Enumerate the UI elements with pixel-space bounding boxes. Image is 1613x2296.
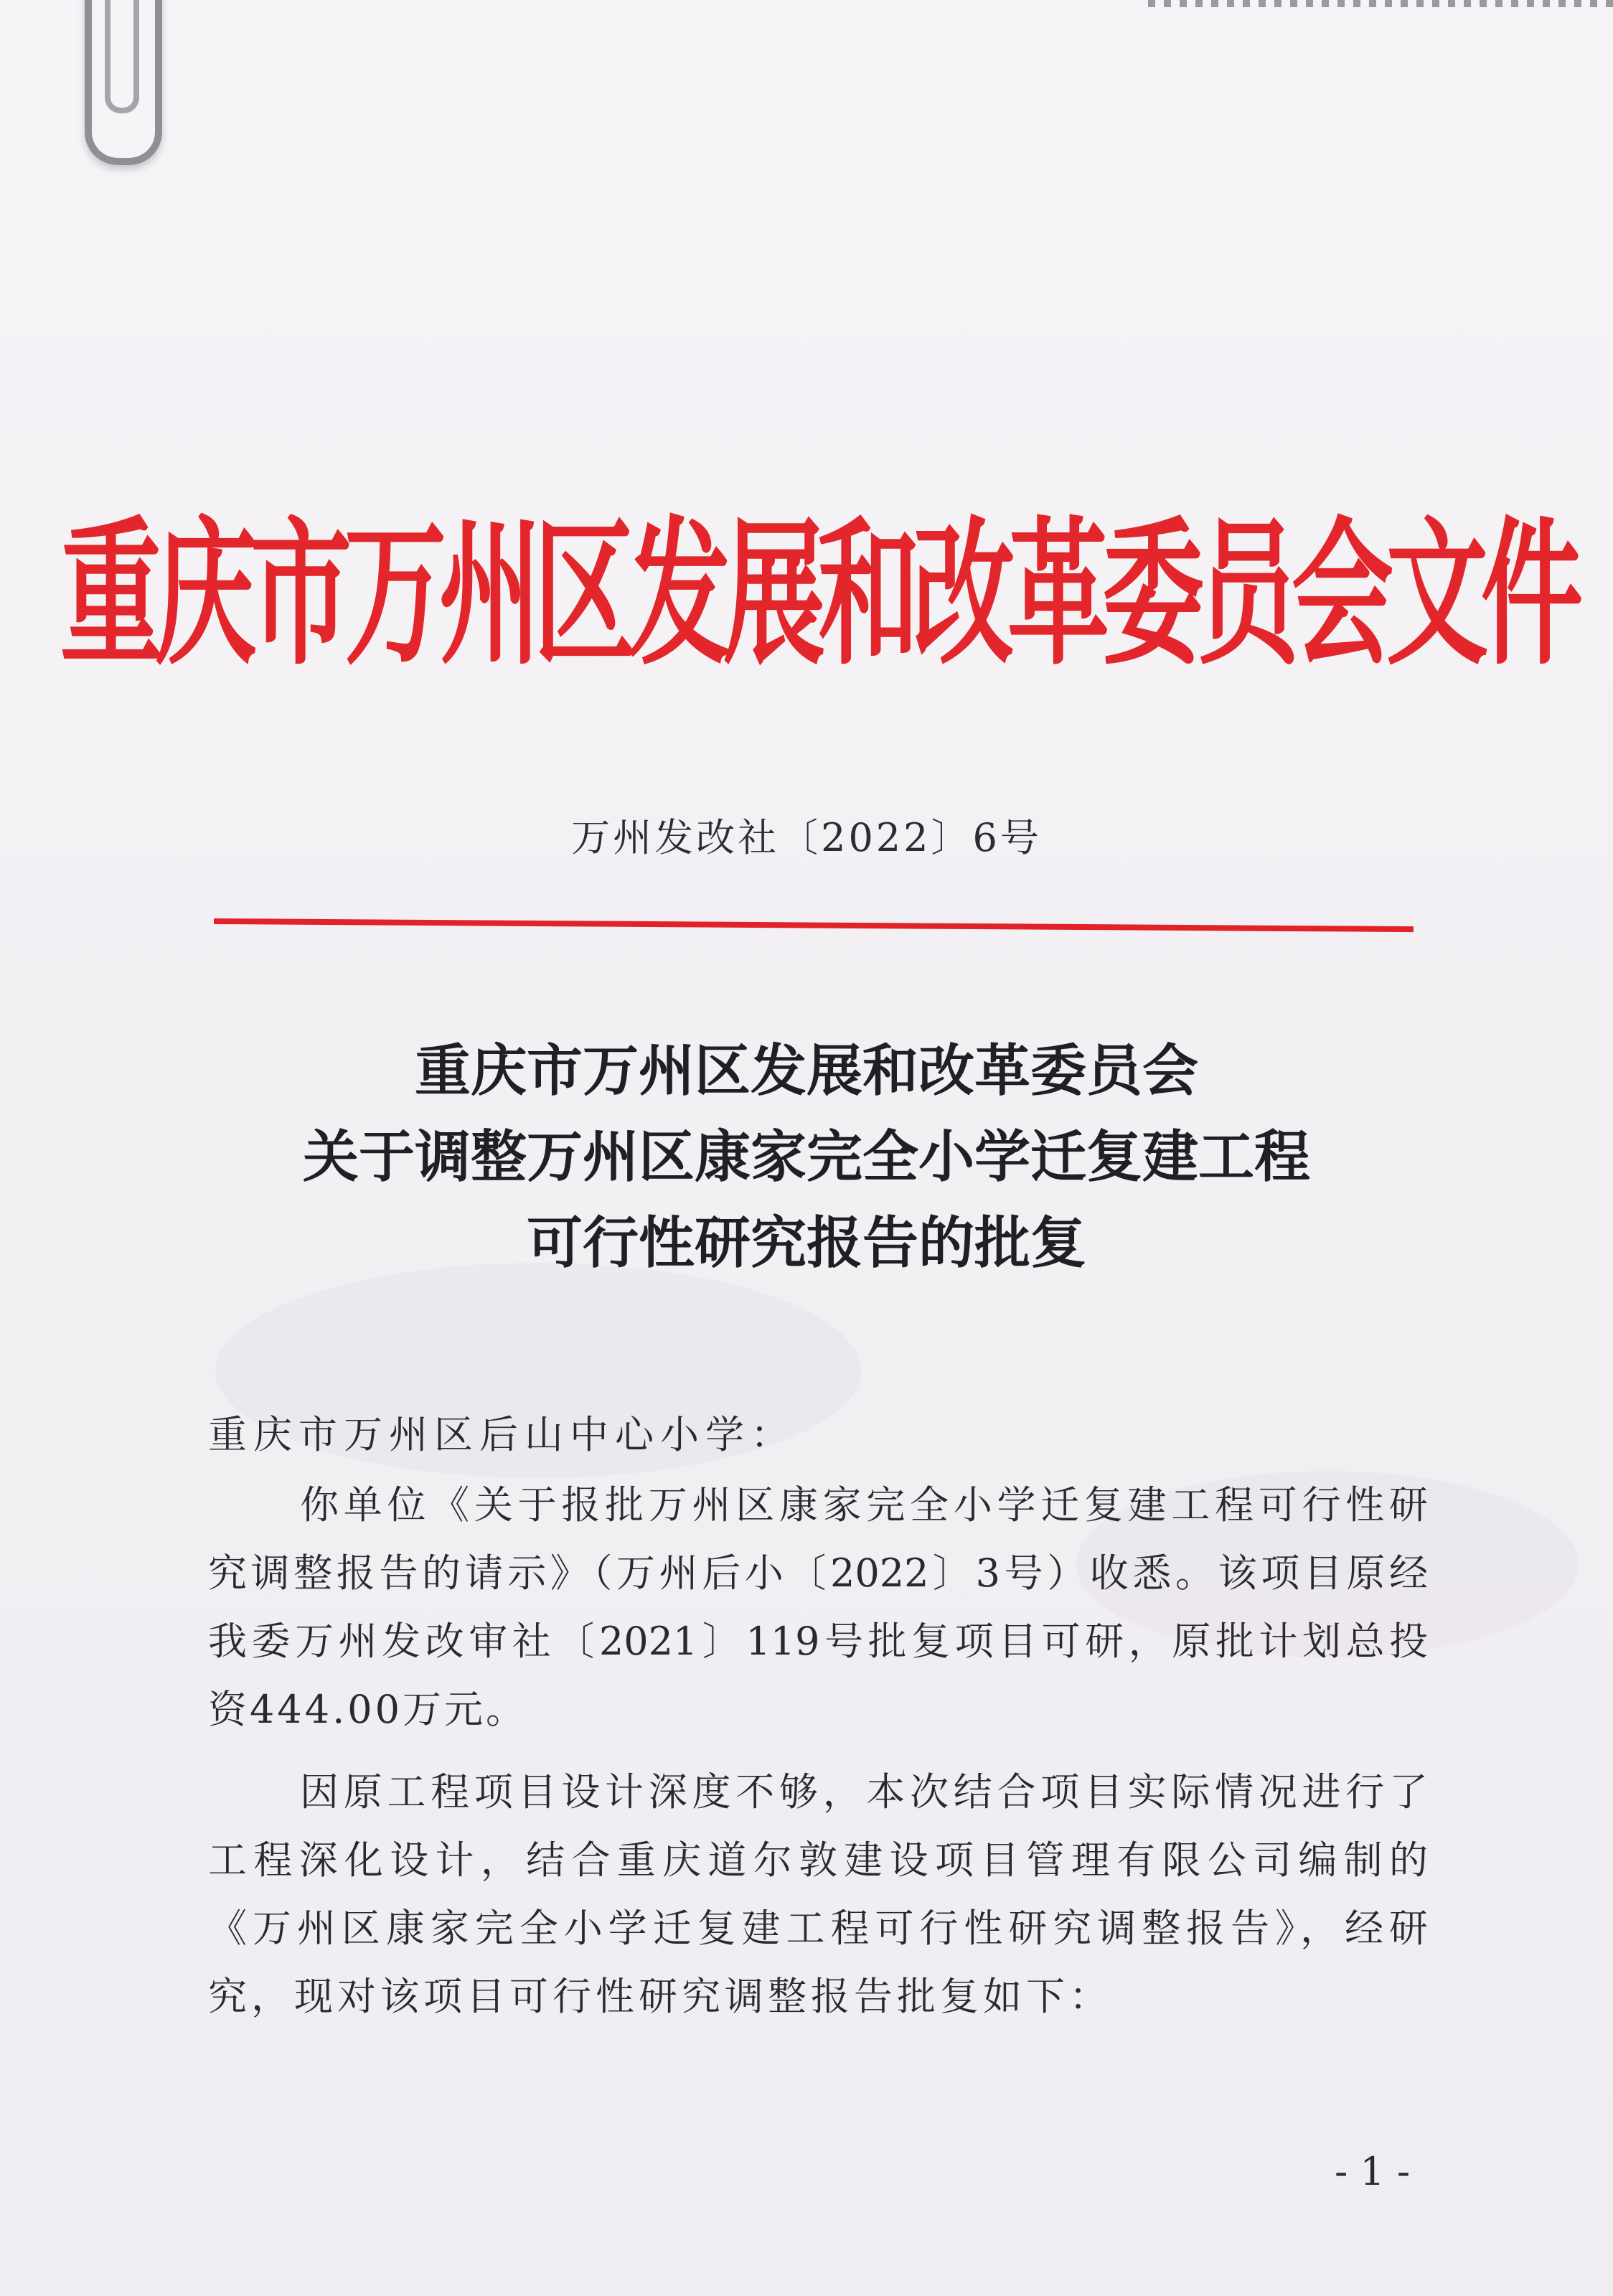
red-separator-line — [214, 918, 1414, 932]
document-title-line-2: 关于调整万州区康家完全小学迁复建工程 — [302, 1124, 1310, 1190]
paragraph-1-line: 你单位《关于报批万州区康家完全小学迁复建工程可行性研 — [300, 1482, 1428, 1528]
paragraph-1-line: 资444.00万元。 — [208, 1687, 527, 1732]
document-title-line-3: 可行性研究报告的批复 — [526, 1210, 1086, 1276]
agency-header: 重庆市万州区发展和改革委员会文件 — [60, 503, 1576, 687]
paragraph-2-line: 工程深化设计，结合重庆道尔敦建设项目管理有限公司编制的 — [208, 1838, 1428, 1883]
staple-edge — [1148, 0, 1613, 7]
document-title-line-1: 重庆市万州区发展和改革委员会 — [414, 1038, 1198, 1104]
paragraph-2-line: 因原工程项目设计深度不够，本次结合项目实际情况进行了 — [300, 1769, 1428, 1815]
document-number: 万州发改社〔2022〕6号 — [571, 815, 1042, 860]
paragraph-1-line: 我委万州发改审社〔2021〕119号批复项目可研，原批计划总投 — [208, 1619, 1428, 1664]
page-number: - 1 - — [1335, 2149, 1411, 2194]
paragraph-1-line: 究调整报告的请示》（万州后小〔2022〕3号）收悉。该项目原经 — [208, 1551, 1428, 1596]
paragraph-2-line: 《万州区康家完全小学迁复建工程可行性研究调整报告》，经研 — [208, 1906, 1428, 1951]
addressee: 重庆市万州区后山中心小学： — [208, 1412, 796, 1457]
paragraph-2-line: 究，现对该项目可行性研究调整报告批复如下： — [208, 1974, 1112, 2019]
paper-clip-inner — [105, 0, 139, 113]
